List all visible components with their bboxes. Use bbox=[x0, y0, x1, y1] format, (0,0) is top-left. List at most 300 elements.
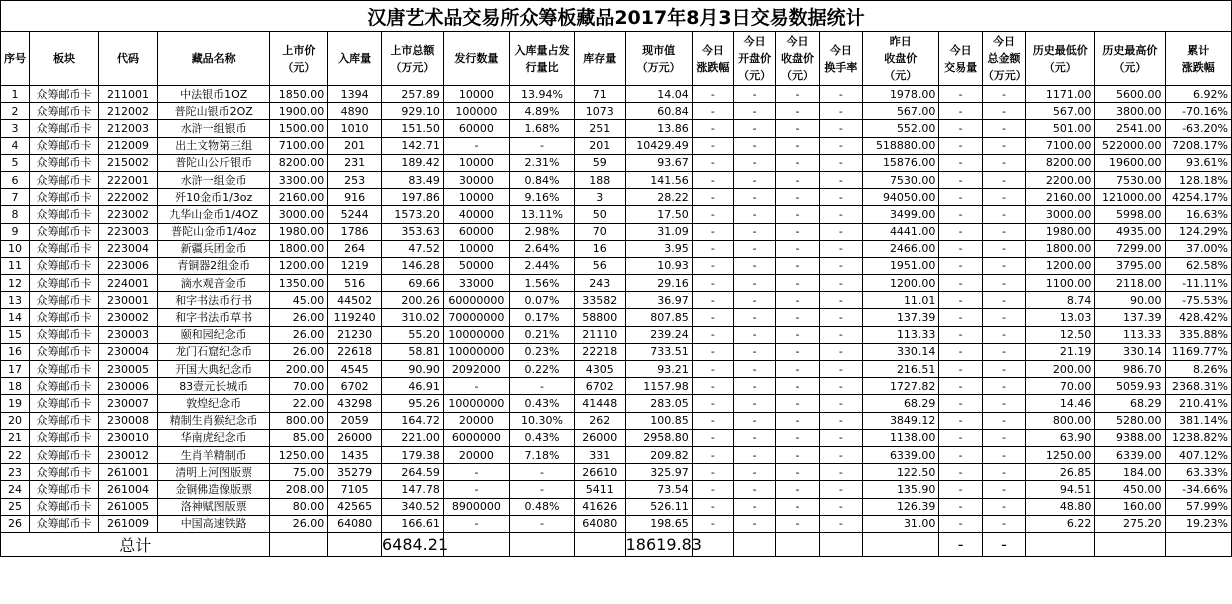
cell-inventory: 56 bbox=[575, 257, 626, 274]
cell-today-open: - bbox=[734, 481, 776, 498]
cell-yesterday-close: 11.01 bbox=[863, 292, 939, 309]
cell-item-name: 普陀山银币2OZ bbox=[157, 103, 270, 120]
cell-today-change: - bbox=[692, 103, 733, 120]
cell-listing-price: 1980.00 bbox=[270, 223, 328, 240]
cell-yesterday-close: 1727.82 bbox=[863, 378, 939, 395]
cell-code: 230001 bbox=[99, 292, 158, 309]
cell-hist-high: 2541.00 bbox=[1095, 120, 1165, 137]
cell-today-open: - bbox=[734, 86, 776, 103]
cell-issue-qty: 33000 bbox=[443, 275, 509, 292]
cell-today-amount: - bbox=[982, 154, 1025, 171]
cell-hist-high: 6339.00 bbox=[1095, 446, 1165, 463]
cell-market-value: 283.05 bbox=[625, 395, 692, 412]
cell-today-close: - bbox=[776, 446, 819, 463]
cell-today-close: - bbox=[776, 378, 819, 395]
cell-today-volume: - bbox=[939, 515, 982, 532]
cell-inventory: 3 bbox=[575, 189, 626, 206]
cell-stock-ratio: - bbox=[509, 464, 574, 481]
cell-today-volume: - bbox=[939, 361, 982, 378]
table-row bbox=[1, 171, 1232, 188]
cell-today-turnover: - bbox=[819, 137, 862, 154]
cell-listing-price: 1250.00 bbox=[270, 446, 328, 463]
cell-item-name: 普陀山金币1/4oz bbox=[157, 223, 270, 240]
cell-index: 13 bbox=[1, 292, 30, 309]
cell-yesterday-close: 552.00 bbox=[863, 120, 939, 137]
cell-listing-total: 189.42 bbox=[381, 154, 443, 171]
cell-stock-ratio: - bbox=[509, 515, 574, 532]
cell-stock-ratio: 0.17% bbox=[509, 309, 574, 326]
cell-today-turnover: - bbox=[819, 275, 862, 292]
cell-sector: 众筹邮币卡 bbox=[29, 275, 98, 292]
cell-today-open: - bbox=[734, 257, 776, 274]
cell-stock-in: 1435 bbox=[328, 446, 382, 463]
table-row bbox=[1, 464, 1232, 481]
cell-issue-qty: 10000 bbox=[443, 154, 509, 171]
table-row bbox=[1, 309, 1232, 326]
cell-today-close: - bbox=[776, 223, 819, 240]
cell-stock-ratio: 0.22% bbox=[509, 361, 574, 378]
table-row bbox=[1, 154, 1232, 171]
cell-cum-change: 335.88% bbox=[1165, 326, 1231, 343]
cell-code: 212003 bbox=[99, 120, 158, 137]
cell-item-name: 清明上河图版票 bbox=[157, 464, 270, 481]
cell-yesterday-close: 1138.00 bbox=[863, 429, 939, 446]
cell-listing-total: 146.28 bbox=[381, 257, 443, 274]
cell-cum-change: 63.33% bbox=[1165, 464, 1231, 481]
table-row bbox=[1, 292, 1232, 309]
cell-yesterday-close: 518880.00 bbox=[863, 137, 939, 154]
cell-index: 25 bbox=[1, 498, 30, 515]
cell-market-value: 36.97 bbox=[625, 292, 692, 309]
cell-today-change: - bbox=[692, 292, 733, 309]
cell-today-turnover: - bbox=[819, 361, 862, 378]
cell-issue-qty: 10000000 bbox=[443, 326, 509, 343]
cell-listing-total: 197.86 bbox=[381, 189, 443, 206]
cell-today-volume: - bbox=[939, 137, 982, 154]
cell-cum-change: 428.42% bbox=[1165, 309, 1231, 326]
cell-hist-low: 94.51 bbox=[1026, 481, 1095, 498]
cell-yesterday-close: 3849.12 bbox=[863, 412, 939, 429]
cell-sector: 众筹邮币卡 bbox=[29, 292, 98, 309]
cell-stock-ratio: - bbox=[509, 378, 574, 395]
cell-issue-qty: - bbox=[443, 137, 509, 154]
cell-code: 223003 bbox=[99, 223, 158, 240]
cell-today-open: - bbox=[734, 137, 776, 154]
cell-stock-in: 35279 bbox=[328, 464, 382, 481]
cell-item-name: 歼10金币1/3oz bbox=[157, 189, 270, 206]
cell-yesterday-close: 126.39 bbox=[863, 498, 939, 515]
cell-cum-change: 1238.82% bbox=[1165, 429, 1231, 446]
cell-index: 4 bbox=[1, 137, 30, 154]
cell-hist-low: 6.22 bbox=[1026, 515, 1095, 532]
cell-code: 230008 bbox=[99, 412, 158, 429]
cell-listing-total: 257.89 bbox=[381, 86, 443, 103]
cell-hist-high: 5280.00 bbox=[1095, 412, 1165, 429]
cell-index: 20 bbox=[1, 412, 30, 429]
cell-today-amount: - bbox=[982, 515, 1025, 532]
cell-today-amount: - bbox=[982, 206, 1025, 223]
cell-stock-ratio: 0.43% bbox=[509, 395, 574, 412]
cell-market-value: 10.93 bbox=[625, 257, 692, 274]
cell-yesterday-close: 7530.00 bbox=[863, 171, 939, 188]
cell-yesterday-close: 113.33 bbox=[863, 326, 939, 343]
header-cum-change: 累计 涨跌幅 bbox=[1165, 32, 1231, 86]
cell-today-change: - bbox=[692, 481, 733, 498]
cell-today-close: - bbox=[776, 171, 819, 188]
cell-stock-in: 64080 bbox=[328, 515, 382, 532]
cell-today-turnover: - bbox=[819, 309, 862, 326]
cell-today-close: - bbox=[776, 206, 819, 223]
cell-today-amount: - bbox=[982, 275, 1025, 292]
cell-listing-price: 45.00 bbox=[270, 292, 328, 309]
table-row bbox=[1, 361, 1232, 378]
total-listing-amount: 6484.21 bbox=[381, 532, 443, 556]
cell-inventory: 50 bbox=[575, 206, 626, 223]
cell-today-change: - bbox=[692, 275, 733, 292]
cell-today-amount: - bbox=[982, 189, 1025, 206]
cell-listing-price: 26.00 bbox=[270, 343, 328, 360]
cell-hist-high: 184.00 bbox=[1095, 464, 1165, 481]
cell-today-change: - bbox=[692, 498, 733, 515]
cell-today-close: - bbox=[776, 137, 819, 154]
cell-issue-qty: 70000000 bbox=[443, 309, 509, 326]
cell-today-change: - bbox=[692, 120, 733, 137]
cell-stock-ratio: - bbox=[509, 137, 574, 154]
cell-today-change: - bbox=[692, 378, 733, 395]
header-today-open: 今日 开盘价 （元） bbox=[734, 32, 776, 86]
table-row bbox=[1, 240, 1232, 257]
cell-today-open: - bbox=[734, 309, 776, 326]
cell-sector: 众筹邮币卡 bbox=[29, 86, 98, 103]
cell-hist-low: 1100.00 bbox=[1026, 275, 1095, 292]
header-hist-low: 历史最低价 （元） bbox=[1026, 32, 1095, 86]
cell-index: 17 bbox=[1, 361, 30, 378]
cell-today-turnover: - bbox=[819, 189, 862, 206]
cell-today-open: - bbox=[734, 189, 776, 206]
cell-hist-high: 2118.00 bbox=[1095, 275, 1165, 292]
cell-today-close: - bbox=[776, 395, 819, 412]
cell-today-amount: - bbox=[982, 292, 1025, 309]
cell-yesterday-close: 4441.00 bbox=[863, 223, 939, 240]
cell-hist-low: 63.90 bbox=[1026, 429, 1095, 446]
header-issue-qty: 发行数量 bbox=[443, 32, 509, 86]
header-today-volume: 今日 交易量 bbox=[939, 32, 982, 86]
cell-item-name: 和字书法币草书 bbox=[157, 309, 270, 326]
table-row bbox=[1, 412, 1232, 429]
cell-yesterday-close: 94050.00 bbox=[863, 189, 939, 206]
cell-cum-change: 6.92% bbox=[1165, 86, 1231, 103]
cell-today-change: - bbox=[692, 206, 733, 223]
cell-index: 18 bbox=[1, 378, 30, 395]
cell-issue-qty: 2092000 bbox=[443, 361, 509, 378]
cell-stock-ratio: 9.16% bbox=[509, 189, 574, 206]
cell-issue-qty: 50000 bbox=[443, 257, 509, 274]
cell-today-close: - bbox=[776, 275, 819, 292]
cell-stock-in: 5244 bbox=[328, 206, 382, 223]
cell-hist-high: 986.70 bbox=[1095, 361, 1165, 378]
cell-today-open: - bbox=[734, 240, 776, 257]
cell-today-volume: - bbox=[939, 206, 982, 223]
total-label: 总计 bbox=[1, 532, 270, 556]
cell-code: 230006 bbox=[99, 378, 158, 395]
cell-hist-high: 5998.00 bbox=[1095, 206, 1165, 223]
cell-today-close: - bbox=[776, 429, 819, 446]
cell-today-volume: - bbox=[939, 223, 982, 240]
cell-market-value: 3.95 bbox=[625, 240, 692, 257]
cell-hist-low: 1250.00 bbox=[1026, 446, 1095, 463]
cell-sector: 众筹邮币卡 bbox=[29, 223, 98, 240]
cell-today-volume: - bbox=[939, 481, 982, 498]
cell-today-volume: - bbox=[939, 189, 982, 206]
cell-index: 16 bbox=[1, 343, 30, 360]
header-yesterday-close: 昨日 收盘价 （元） bbox=[863, 32, 939, 86]
cell-code: 230005 bbox=[99, 361, 158, 378]
cell-today-open: - bbox=[734, 378, 776, 395]
cell-code: 230003 bbox=[99, 326, 158, 343]
cell-code: 261004 bbox=[99, 481, 158, 498]
cell-inventory: 262 bbox=[575, 412, 626, 429]
cell-item-name: 出土文物第三组 bbox=[157, 137, 270, 154]
cell-sector: 众筹邮币卡 bbox=[29, 498, 98, 515]
cell-yesterday-close: 135.90 bbox=[863, 481, 939, 498]
cell-today-volume: - bbox=[939, 309, 982, 326]
cell-today-amount: - bbox=[982, 326, 1025, 343]
cell-stock-ratio: 0.21% bbox=[509, 326, 574, 343]
cell-hist-low: 1980.00 bbox=[1026, 223, 1095, 240]
cell-today-open: - bbox=[734, 412, 776, 429]
cell-today-open: - bbox=[734, 206, 776, 223]
header-item-name: 藏品名称 bbox=[157, 32, 270, 86]
table-row bbox=[1, 206, 1232, 223]
cell-issue-qty: 6000000 bbox=[443, 429, 509, 446]
cell-hist-low: 1200.00 bbox=[1026, 257, 1095, 274]
cell-item-name: 九华山金币1/4OZ bbox=[157, 206, 270, 223]
cell-stock-in: 1394 bbox=[328, 86, 382, 103]
cell-listing-price: 85.00 bbox=[270, 429, 328, 446]
cell-today-open: - bbox=[734, 429, 776, 446]
cell-issue-qty: 60000 bbox=[443, 223, 509, 240]
table-row bbox=[1, 446, 1232, 463]
cell-today-amount: - bbox=[982, 481, 1025, 498]
cell-market-value: 93.21 bbox=[625, 361, 692, 378]
cell-sector: 众筹邮币卡 bbox=[29, 154, 98, 171]
cell-sector: 众筹邮币卡 bbox=[29, 103, 98, 120]
cell-listing-price: 1500.00 bbox=[270, 120, 328, 137]
cell-listing-price: 1850.00 bbox=[270, 86, 328, 103]
cell-hist-low: 8200.00 bbox=[1026, 154, 1095, 171]
cell-stock-ratio: 13.94% bbox=[509, 86, 574, 103]
cell-stock-ratio: 1.68% bbox=[509, 120, 574, 137]
cell-sector: 众筹邮币卡 bbox=[29, 429, 98, 446]
cell-listing-price: 26.00 bbox=[270, 326, 328, 343]
cell-today-volume: - bbox=[939, 326, 982, 343]
cell-today-turnover: - bbox=[819, 171, 862, 188]
cell-issue-qty: 30000 bbox=[443, 171, 509, 188]
cell-stock-in: 42565 bbox=[328, 498, 382, 515]
cell-stock-in: 231 bbox=[328, 154, 382, 171]
cell-listing-price: 3300.00 bbox=[270, 171, 328, 188]
cell-stock-in: 4890 bbox=[328, 103, 382, 120]
cell-index: 6 bbox=[1, 171, 30, 188]
cell-stock-ratio: 2.44% bbox=[509, 257, 574, 274]
cell-yesterday-close: 31.00 bbox=[863, 515, 939, 532]
cell-today-open: - bbox=[734, 275, 776, 292]
cell-code: 261001 bbox=[99, 464, 158, 481]
cell-cum-change: 93.61% bbox=[1165, 154, 1231, 171]
cell-today-turnover: - bbox=[819, 223, 862, 240]
cell-stock-in: 43298 bbox=[328, 395, 382, 412]
cell-listing-total: 46.91 bbox=[381, 378, 443, 395]
cell-cum-change: 37.00% bbox=[1165, 240, 1231, 257]
cell-item-name: 洛神赋图版票 bbox=[157, 498, 270, 515]
header-hist-high: 历史最高价 （元） bbox=[1095, 32, 1165, 86]
cell-today-turnover: - bbox=[819, 515, 862, 532]
cell-code: 224001 bbox=[99, 275, 158, 292]
cell-listing-price: 1350.00 bbox=[270, 275, 328, 292]
cell-stock-ratio: 0.07% bbox=[509, 292, 574, 309]
cell-today-close: - bbox=[776, 154, 819, 171]
cell-stock-in: 1219 bbox=[328, 257, 382, 274]
cell-today-amount: - bbox=[982, 395, 1025, 412]
cell-sector: 众筹邮币卡 bbox=[29, 378, 98, 395]
cell-hist-low: 12.50 bbox=[1026, 326, 1095, 343]
total-market-value: 18619.83 bbox=[625, 532, 692, 556]
cell-market-value: 13.86 bbox=[625, 120, 692, 137]
header-today-close: 今日 收盘价 （元） bbox=[776, 32, 819, 86]
cell-cum-change: 381.14% bbox=[1165, 412, 1231, 429]
header-sector: 板块 bbox=[29, 32, 98, 86]
cell-hist-high: 121000.00 bbox=[1095, 189, 1165, 206]
cell-stock-ratio: 13.11% bbox=[509, 206, 574, 223]
cell-inventory: 1073 bbox=[575, 103, 626, 120]
cell-today-close: - bbox=[776, 240, 819, 257]
cell-inventory: 64080 bbox=[575, 515, 626, 532]
cell-today-volume: - bbox=[939, 292, 982, 309]
cell-market-value: 807.85 bbox=[625, 309, 692, 326]
cell-today-open: - bbox=[734, 326, 776, 343]
cell-today-amount: - bbox=[982, 137, 1025, 154]
cell-stock-in: 916 bbox=[328, 189, 382, 206]
cell-today-open: - bbox=[734, 154, 776, 171]
cell-stock-in: 253 bbox=[328, 171, 382, 188]
cell-stock-in: 4545 bbox=[328, 361, 382, 378]
cell-hist-high: 113.33 bbox=[1095, 326, 1165, 343]
cell-today-open: - bbox=[734, 343, 776, 360]
cell-hist-low: 1171.00 bbox=[1026, 86, 1095, 103]
cell-today-open: - bbox=[734, 120, 776, 137]
cell-inventory: 188 bbox=[575, 171, 626, 188]
cell-yesterday-close: 122.50 bbox=[863, 464, 939, 481]
cell-today-change: - bbox=[692, 464, 733, 481]
cell-sector: 众筹邮币卡 bbox=[29, 326, 98, 343]
cell-sector: 众筹邮币卡 bbox=[29, 395, 98, 412]
table-row bbox=[1, 498, 1232, 515]
cell-today-change: - bbox=[692, 154, 733, 171]
cell-today-volume: - bbox=[939, 154, 982, 171]
table-row bbox=[1, 326, 1232, 343]
cell-today-close: - bbox=[776, 326, 819, 343]
cell-inventory: 4305 bbox=[575, 361, 626, 378]
cell-stock-ratio: 0.84% bbox=[509, 171, 574, 188]
cell-item-name: 中法银币1OZ bbox=[157, 86, 270, 103]
cell-today-open: - bbox=[734, 464, 776, 481]
cell-yesterday-close: 567.00 bbox=[863, 103, 939, 120]
cell-stock-ratio: 2.64% bbox=[509, 240, 574, 257]
cell-item-name: 水浒一组金币 bbox=[157, 171, 270, 188]
cell-listing-price: 800.00 bbox=[270, 412, 328, 429]
cell-hist-high: 68.29 bbox=[1095, 395, 1165, 412]
cell-hist-high: 137.39 bbox=[1095, 309, 1165, 326]
header-row bbox=[1, 32, 1232, 86]
cell-stock-ratio: 4.89% bbox=[509, 103, 574, 120]
cell-item-name: 精制生肖猴纪念币 bbox=[157, 412, 270, 429]
cell-inventory: 26000 bbox=[575, 429, 626, 446]
cell-listing-price: 22.00 bbox=[270, 395, 328, 412]
cell-hist-high: 275.20 bbox=[1095, 515, 1165, 532]
table-row bbox=[1, 137, 1232, 154]
cell-today-volume: - bbox=[939, 464, 982, 481]
cell-stock-in: 201 bbox=[328, 137, 382, 154]
cell-hist-low: 70.00 bbox=[1026, 378, 1095, 395]
cell-stock-ratio: - bbox=[509, 481, 574, 498]
cell-issue-qty: 60000 bbox=[443, 120, 509, 137]
cell-hist-high: 3800.00 bbox=[1095, 103, 1165, 120]
table-row bbox=[1, 189, 1232, 206]
cell-today-close: - bbox=[776, 481, 819, 498]
cell-today-amount: - bbox=[982, 171, 1025, 188]
table-title: 汉唐艺术品交易所众筹板藏品2017年8月3日交易数据统计 bbox=[1, 1, 1232, 32]
cell-index: 11 bbox=[1, 257, 30, 274]
cell-inventory: 33582 bbox=[575, 292, 626, 309]
cell-cum-change: 57.99% bbox=[1165, 498, 1231, 515]
cell-issue-qty: - bbox=[443, 515, 509, 532]
cell-issue-qty: 10000000 bbox=[443, 343, 509, 360]
cell-today-open: - bbox=[734, 361, 776, 378]
cell-listing-total: 200.26 bbox=[381, 292, 443, 309]
cell-market-value: 239.24 bbox=[625, 326, 692, 343]
cell-listing-price: 26.00 bbox=[270, 515, 328, 532]
cell-today-turnover: - bbox=[819, 154, 862, 171]
cell-yesterday-close: 216.51 bbox=[863, 361, 939, 378]
cell-today-close: - bbox=[776, 361, 819, 378]
cell-sector: 众筹邮币卡 bbox=[29, 481, 98, 498]
cell-cum-change: -11.11% bbox=[1165, 275, 1231, 292]
cell-today-open: - bbox=[734, 515, 776, 532]
cell-listing-price: 7100.00 bbox=[270, 137, 328, 154]
cell-listing-total: 83.49 bbox=[381, 171, 443, 188]
table-row bbox=[1, 429, 1232, 446]
cell-listing-price: 26.00 bbox=[270, 309, 328, 326]
table-row bbox=[1, 103, 1232, 120]
header-market-value: 现市值 （万元） bbox=[625, 32, 692, 86]
cell-hist-high: 19600.00 bbox=[1095, 154, 1165, 171]
cell-stock-in: 7105 bbox=[328, 481, 382, 498]
cell-listing-total: 142.71 bbox=[381, 137, 443, 154]
cell-stock-in: 516 bbox=[328, 275, 382, 292]
cell-today-turnover: - bbox=[819, 464, 862, 481]
cell-issue-qty: 8900000 bbox=[443, 498, 509, 515]
cell-today-change: - bbox=[692, 189, 733, 206]
cell-cum-change: 4254.17% bbox=[1165, 189, 1231, 206]
cell-code: 223006 bbox=[99, 257, 158, 274]
cell-market-value: 14.04 bbox=[625, 86, 692, 103]
cell-listing-price: 8200.00 bbox=[270, 154, 328, 171]
cell-today-amount: - bbox=[982, 120, 1025, 137]
cell-today-amount: - bbox=[982, 223, 1025, 240]
cell-today-turnover: - bbox=[819, 257, 862, 274]
cell-listing-price: 75.00 bbox=[270, 464, 328, 481]
cell-cum-change: -34.66% bbox=[1165, 481, 1231, 498]
